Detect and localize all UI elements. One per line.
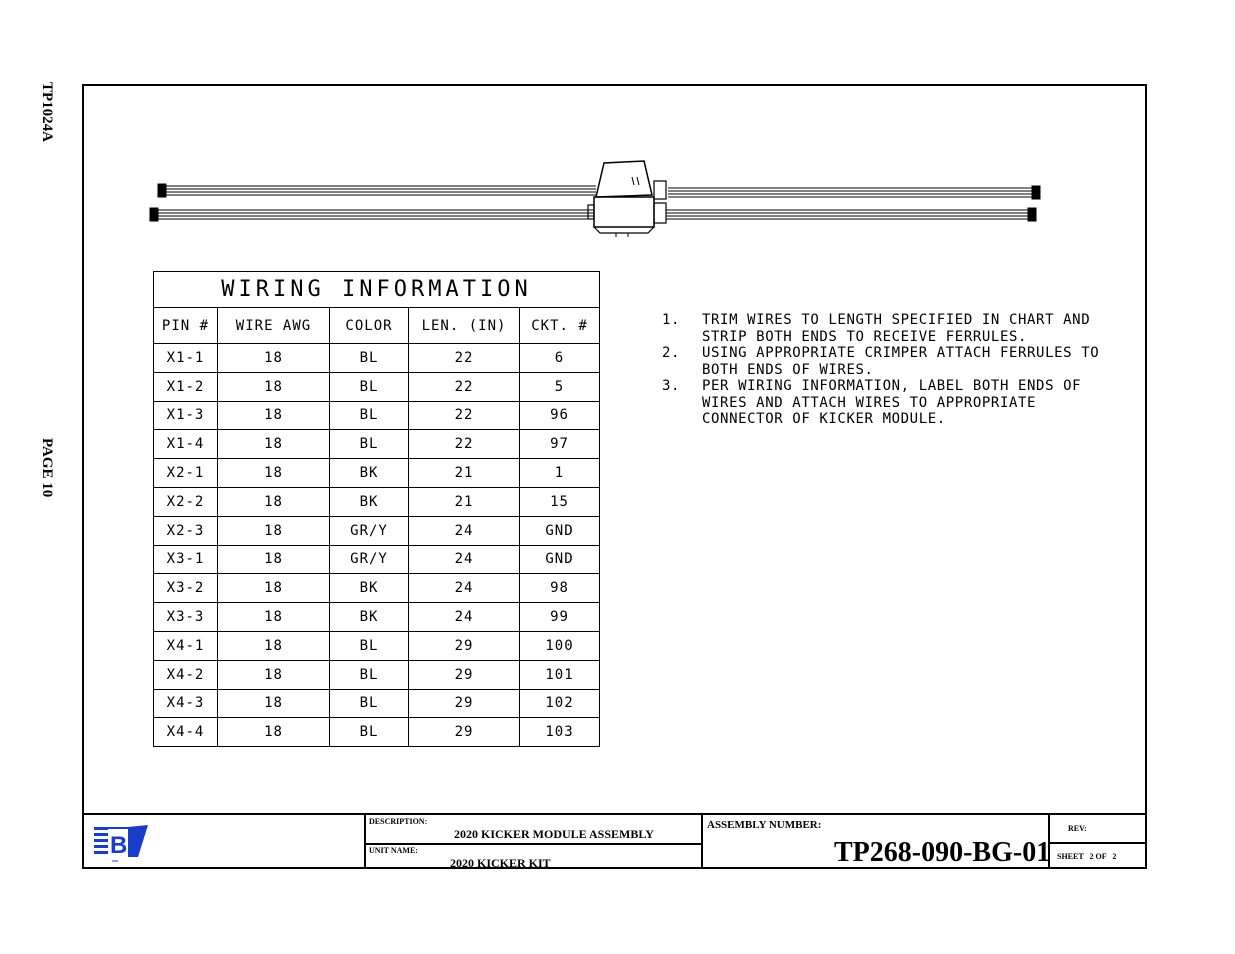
- table-cell: 29: [409, 631, 520, 660]
- table-cell: BL: [330, 401, 409, 430]
- table-cell: 22: [409, 372, 520, 401]
- column-header: COLOR: [330, 308, 409, 344]
- page-number-label: PAGE 10: [39, 438, 55, 498]
- column-header: LEN. (IN): [409, 308, 520, 344]
- table-row: [154, 603, 600, 632]
- table-cell: 100: [520, 631, 600, 660]
- table-row: [154, 430, 600, 459]
- table-cell: 103: [520, 718, 600, 747]
- table-cell: 96: [520, 401, 600, 430]
- table-title: WIRING INFORMATION: [154, 272, 600, 308]
- wiring-information-table: [153, 271, 600, 747]
- table-cell: GR/Y: [330, 545, 409, 574]
- table-cell: X4-1: [154, 631, 218, 660]
- sheet-label: SHEET: [1057, 852, 1084, 861]
- table-cell: 98: [520, 574, 600, 603]
- table-cell: BK: [330, 459, 409, 488]
- table-cell: 18: [218, 459, 330, 488]
- table-cell: 18: [218, 603, 330, 632]
- table-cell: 18: [218, 401, 330, 430]
- note-number: 1.: [662, 312, 681, 328]
- table-cell: 18: [218, 574, 330, 603]
- assembly-number-label: ASSEMBLY NUMBER:: [707, 819, 822, 831]
- table-row: [154, 718, 600, 747]
- table-cell: X3-1: [154, 545, 218, 574]
- document-code-label: TP1024A: [39, 82, 55, 142]
- table-cell: 21: [409, 487, 520, 516]
- wire-harness-drawing: [148, 155, 1048, 237]
- table-cell: BK: [330, 487, 409, 516]
- table-cell: 18: [218, 516, 330, 545]
- table-cell: GND: [520, 516, 600, 545]
- table-cell: 99: [520, 603, 600, 632]
- table-row: [154, 660, 600, 689]
- note-item: [662, 345, 1122, 378]
- table-cell: 24: [409, 545, 520, 574]
- sheet-total: 2: [1112, 852, 1117, 861]
- table-cell: 24: [409, 574, 520, 603]
- table-body: [154, 344, 600, 747]
- column-header: WIRE AWG: [218, 308, 330, 344]
- table-cell: 29: [409, 660, 520, 689]
- table-cell: X3-2: [154, 574, 218, 603]
- table-cell: 24: [409, 603, 520, 632]
- note-number: 2.: [662, 345, 681, 361]
- table-cell: X3-3: [154, 603, 218, 632]
- table-cell: X2-1: [154, 459, 218, 488]
- assembly-number-value: TP268-090-BG-01: [834, 837, 1051, 868]
- note-number: 3.: [662, 378, 681, 394]
- note-item: [662, 378, 1122, 428]
- table-cell: 18: [218, 660, 330, 689]
- logo-letter: B: [110, 832, 128, 859]
- table-cell: 1: [520, 459, 600, 488]
- table-cell: X2-2: [154, 487, 218, 516]
- table-cell: 18: [218, 372, 330, 401]
- table-cell: 102: [520, 689, 600, 718]
- table-cell: 5: [520, 372, 600, 401]
- table-cell: GR/Y: [330, 516, 409, 545]
- column-header: CKT. #: [520, 308, 600, 344]
- company-logo-icon: [92, 823, 152, 865]
- note-item: [662, 312, 1122, 345]
- table-cell: GND: [520, 545, 600, 574]
- table-cell: 18: [218, 718, 330, 747]
- description-value: 2020 KICKER MODULE ASSEMBLY: [454, 827, 654, 841]
- title-block: [82, 813, 1147, 869]
- note-text: TRIM WIRES TO LENGTH SPECIFIED IN CHART AND STRIP BOTH ENDS TO RECEIVE FERRULES.: [702, 312, 1091, 345]
- table-cell: 18: [218, 689, 330, 718]
- table-cell: 22: [409, 401, 520, 430]
- table-cell: BK: [330, 603, 409, 632]
- table-cell: 22: [409, 344, 520, 373]
- table-row: [154, 401, 600, 430]
- table-row: [154, 574, 600, 603]
- table-cell: BL: [330, 660, 409, 689]
- note-text: PER WIRING INFORMATION, LABEL BOTH ENDS OF WIRES AND ATTACH WIRES TO APPROPRIATE CONNECTOR OF KICKER MODULE.: [702, 378, 1082, 427]
- sheet-number: 2: [1089, 852, 1094, 861]
- sheet-of: OF: [1095, 852, 1107, 861]
- table-row: [154, 372, 600, 401]
- unit-name-value: 2020 KICKER KIT: [450, 856, 551, 870]
- table-cell: BL: [330, 372, 409, 401]
- table-row: [154, 631, 600, 660]
- table-cell: BK: [330, 574, 409, 603]
- table-row: [154, 689, 600, 718]
- table-cell: 29: [409, 718, 520, 747]
- table-cell: BL: [330, 344, 409, 373]
- table-row: [154, 516, 600, 545]
- table-cell: 6: [520, 344, 600, 373]
- table-cell: 18: [218, 487, 330, 516]
- table-cell: X1-3: [154, 401, 218, 430]
- table-cell: BL: [330, 430, 409, 459]
- table-cell: 22: [409, 430, 520, 459]
- sheet-indicator: [1057, 852, 1116, 861]
- table-cell: X1-1: [154, 344, 218, 373]
- table-cell: 18: [218, 344, 330, 373]
- description-label: DESCRIPTION:: [369, 817, 428, 826]
- column-header: PIN #: [154, 308, 218, 344]
- table-cell: 97: [520, 430, 600, 459]
- table-row: [154, 344, 600, 373]
- table-cell: 29: [409, 689, 520, 718]
- table-cell: BL: [330, 718, 409, 747]
- table-cell: 101: [520, 660, 600, 689]
- table-row: [154, 459, 600, 488]
- table-cell: 18: [218, 631, 330, 660]
- table-cell: X4-3: [154, 689, 218, 718]
- table-cell: 24: [409, 516, 520, 545]
- table-cell: X2-3: [154, 516, 218, 545]
- revision-label: REV:: [1068, 824, 1087, 833]
- unit-name-label: UNIT NAME:: [369, 846, 418, 855]
- table-cell: X1-4: [154, 430, 218, 459]
- table-cell: 18: [218, 430, 330, 459]
- table-cell: X4-4: [154, 718, 218, 747]
- table-cell: 21: [409, 459, 520, 488]
- table-cell: BL: [330, 689, 409, 718]
- assembly-notes: [662, 312, 1122, 428]
- table-cell: 18: [218, 545, 330, 574]
- table-row: [154, 487, 600, 516]
- table-header-row: [154, 308, 600, 344]
- table-row: [154, 545, 600, 574]
- table-cell: BL: [330, 631, 409, 660]
- table-cell: 15: [520, 487, 600, 516]
- table-cell: X1-2: [154, 372, 218, 401]
- note-text: USING APPROPRIATE CRIMPER ATTACH FERRULES TO BOTH ENDS OF WIRES.: [702, 345, 1100, 378]
- table-cell: X4-2: [154, 660, 218, 689]
